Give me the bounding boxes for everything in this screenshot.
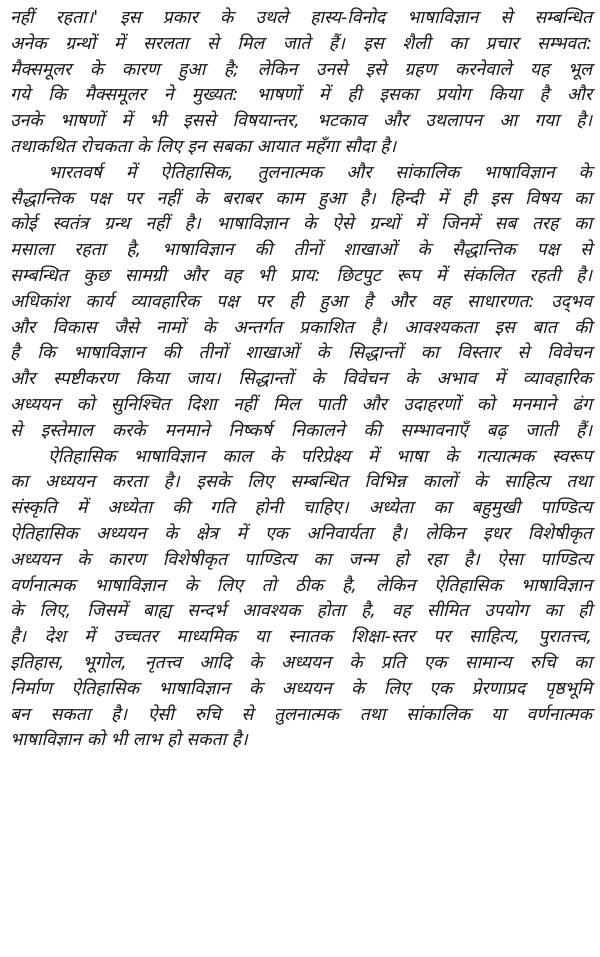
text-line: वर्णनात्मक भाषाविज्ञान के लिए तो ठीक है, लेकिन ऐतिहासिक भाषाविज्ञान <box>10 575 592 596</box>
text-line: भाषाविज्ञान को भी लाभ हो सकता है। <box>10 730 248 751</box>
text-line: अध्ययन के कारण विशेषीकृत पाण्डित्य का जन्म हो रहा है। ऐसा पाण्डित्य <box>10 549 592 570</box>
paragraph-2 <box>10 161 592 445</box>
text-line: है। देश में उच्चतर माध्यमिक या स्नातक शिक्षा-स्तर पर साहित्य, पुरातत्त्व, <box>10 627 592 648</box>
text-line: सैद्धान्तिक पक्ष पर नहीं के बराबर काम हुआ है। हिन्दी में ही इस विषय का <box>10 188 592 209</box>
text-line: ऐतिहासिक अध्ययन के क्षेत्र में एक अनिवार्यता है। लेकिन इधर विशेषीकृत <box>10 523 592 544</box>
text-line: बन सकता है। ऐसी रुचि से तुलनात्मक तथा सांकालिक या वर्णनात्मक <box>10 704 592 725</box>
text-line: तथाकथित रोचकता के लिए इन सबका आयात महँगा सौदा है। <box>10 136 397 157</box>
text-line: का अध्ययन करता है। इसके लिए सम्बन्धित विभिन्न कालों के साहित्य तथा <box>10 472 592 493</box>
text-line: मैक्समूलर के कारण हुआ है; लेकिन उनसे इसे ग्रहण करनेवाले यह भूल <box>10 59 592 80</box>
text-line: भारतवर्ष में ऐतिहासिक, तुलनात्मक और सांकालिक भाषाविज्ञान के <box>48 162 592 183</box>
text-line: और विकास जैसे नामों के अन्तर्गत प्रकाशित है। आवश्यकता इस बात की <box>10 317 592 338</box>
paragraph-3 <box>10 445 592 755</box>
text-line: इतिहास, भूगोल, नृतत्त्व आदि के अध्ययन के प्रति एक सामान्य रुचि का <box>10 652 592 673</box>
text-line: संस्कृति में अध्येता की गति होनी चाहिए। अध्येता का बहुमुखी पाण्डित्य <box>10 498 592 519</box>
text-line: अनेक ग्रन्थों में सरलता से मिल जाते हैं। इस शैली का प्रचार सम्भवत: <box>10 33 592 54</box>
paragraph-1 <box>10 6 592 161</box>
text-line: गये कि मैक्समूलर ने मुख्यत: भाषणों में ही इसका प्रयोग किया है और <box>10 85 592 106</box>
text-line: कोई स्वतंत्र ग्रन्थ नहीं है। भाषाविज्ञान के ऐसे ग्रन्थों में जिनमें सब तरह का <box>10 214 592 235</box>
text-line: अध्ययन को सुनिश्चित दिशा नहीं मिल पाती और उदाहरणों को मनमाने ढंग <box>10 394 592 415</box>
text-line: नहीं रहता।' इस प्रकार के उथले हास्य-विनोद भाषाविज्ञान से सम्बन्धित <box>10 8 592 28</box>
text-line: है कि भाषाविज्ञान की तीनों शाखाओं के सिद्धान्तों का विस्तार से विवेचन <box>10 343 592 364</box>
text-line: से इस्तेमाल करके मनमाने निष्कर्ष निकालने की सम्भावनाएँ बढ़ जाती हैं। <box>10 420 592 441</box>
text-line: मसाला रहता है, भाषाविज्ञान की तीनों शाखाओं के सैद्धान्तिक पक्ष से <box>10 240 592 261</box>
document-page <box>10 6 592 754</box>
text-line: उनके भाषणों में भी इससे विषयान्तर, भटकाव और उथलापन आ गया है। <box>10 111 592 132</box>
text-line: और स्पष्टीकरण किया जाय। सिद्धान्तों के विवेचन के अभाव में व्यावहारिक <box>10 369 592 390</box>
text-line: के लिए, जिसमें बाह्य सन्दर्भ आवश्यक होता है, वह सीमित उपयोग का ही <box>10 601 592 622</box>
text-line: अधिकांश कार्य व्यावहारिक पक्ष पर ही हुआ है और वह साधारणत: उद्‌भव <box>10 291 592 312</box>
text-line: निर्माण ऐतिहासिक भाषाविज्ञान के अध्ययन के लिए एक प्रेरणाप्रद पृष्ठभूमि <box>10 678 592 699</box>
text-line: सम्बन्धित कुछ सामग्री और वह भी प्राय: छिटपुट रूप में संकलित रहती है। <box>10 265 592 286</box>
text-line: ऐतिहासिक भाषाविज्ञान काल के परिप्रेक्ष्य में भाषा के गत्यात्मक स्वरूप <box>48 446 592 467</box>
